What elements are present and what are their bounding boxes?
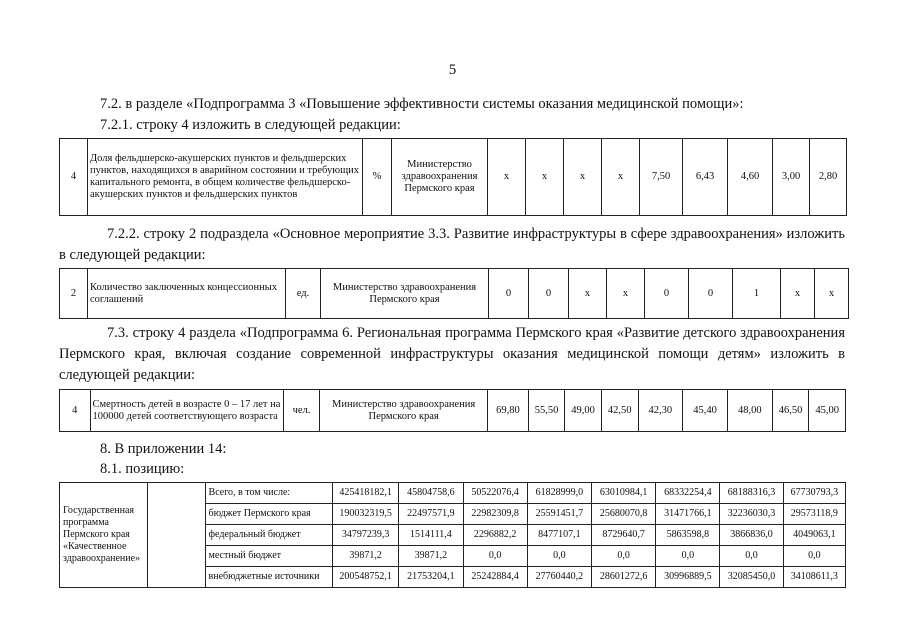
value-cell: 49,00 — [565, 390, 602, 432]
value-cell: 0,0 — [463, 546, 527, 567]
value-cell: 4,60 — [728, 139, 773, 216]
table-indicator-child-mortality — [59, 389, 846, 432]
executor: Министерство здравоохранения Пермского края — [320, 390, 488, 432]
value-cell: x — [602, 139, 640, 216]
program-name: Государственная программа Пермского края «Качественное здравоохранение» — [60, 483, 148, 588]
value-cell: 48,00 — [727, 390, 772, 432]
value-cell: 2,80 — [810, 139, 847, 216]
indicator-name: Доля фельдшерско-акушерских пунктов и фельдшерских пунктов, находящихся в аварийном состоянии и требующих капитального ремонта, в общем количестве фельдшерско-акушерских пунктов и фельдшерских пунктов — [88, 139, 363, 216]
row-label: Всего, в том числе: — [205, 483, 332, 504]
value-cell: 34108611,3 — [783, 567, 845, 588]
value-cell: 0,0 — [591, 546, 655, 567]
value-cell: x — [781, 269, 815, 319]
value-cell: 68188316,3 — [720, 483, 783, 504]
value-cell: 0,0 — [527, 546, 591, 567]
paragraph-8: 8. В приложении 14: — [100, 441, 227, 457]
value-cell: 42,30 — [638, 390, 683, 432]
value-cell: 7,50 — [640, 139, 683, 216]
value-cell: 68332254,4 — [656, 483, 720, 504]
value-cell: 8729640,7 — [591, 525, 655, 546]
value-cell: 25680070,8 — [591, 504, 655, 525]
value-cell: 55,50 — [528, 390, 565, 432]
value-cell: 31471766,1 — [656, 504, 720, 525]
row-label: внебюджетные источники — [205, 567, 332, 588]
value-cell: x — [815, 269, 849, 319]
paragraph-7-2: 7.2. в разделе «Подпрограмма 3 «Повышение эффективности системы оказания медицинской помощи»: — [100, 96, 744, 112]
table-financing — [59, 482, 846, 588]
executor: Министерство здравоохранения Пермского края — [392, 139, 488, 216]
value-cell: 32236030,3 — [720, 504, 783, 525]
row-number: 2 — [60, 269, 88, 319]
value-cell: x — [564, 139, 602, 216]
value-cell: 3866836,0 — [720, 525, 783, 546]
value-cell: 34797239,3 — [333, 525, 399, 546]
value-cell: 63010984,1 — [591, 483, 655, 504]
value-cell: 1 — [733, 269, 781, 319]
value-cell: 2296882,2 — [463, 525, 527, 546]
row-label: местный бюджет — [205, 546, 332, 567]
value-cell: 25242884,4 — [463, 567, 527, 588]
value-cell: 46,50 — [772, 390, 809, 432]
value-cell: 39871,2 — [333, 546, 399, 567]
value-cell: 50522076,4 — [463, 483, 527, 504]
row-number: 4 — [60, 139, 88, 216]
value-cell: 8477107,1 — [527, 525, 591, 546]
value-cell: x — [526, 139, 564, 216]
value-cell: 0 — [689, 269, 733, 319]
empty-cell — [148, 483, 205, 588]
value-cell: 0,0 — [720, 546, 783, 567]
page-number: 5 — [448, 62, 457, 78]
table-indicator-fap — [59, 138, 847, 216]
paragraph-7-2-2: 7.2.2. строку 2 подраздела «Основное мероприятие 3.3. Развитие инфраструктуры в сфере здравоохранения» изложить в следующей редакции: — [59, 226, 845, 263]
value-cell: x — [488, 139, 526, 216]
table-indicator-concessions — [59, 268, 849, 319]
unit: чел. — [283, 390, 320, 432]
indicator-name: Смертность детей в возрасте 0 – 17 лет на 100000 детей соответствующего возраста — [90, 390, 283, 432]
value-cell: 30996889,5 — [656, 567, 720, 588]
value-cell: 22497571,9 — [399, 504, 463, 525]
value-cell: 39871,2 — [399, 546, 463, 567]
value-cell: 5863598,8 — [656, 525, 720, 546]
row-number: 4 — [60, 390, 91, 432]
value-cell: 42,50 — [601, 390, 638, 432]
value-cell: 69,80 — [488, 390, 529, 432]
executor: Министерство здравоохранения Пермского края — [321, 269, 489, 319]
value-cell: 32085450,0 — [720, 567, 783, 588]
value-cell: 0 — [645, 269, 689, 319]
value-cell: 0,0 — [656, 546, 720, 567]
value-cell: 0,0 — [783, 546, 845, 567]
value-cell: x — [607, 269, 645, 319]
row-label: федеральный бюджет — [205, 525, 332, 546]
value-cell: 61828999,0 — [527, 483, 591, 504]
indicator-name: Количество заключенных концессионных соглашений — [88, 269, 286, 319]
value-cell: 28601272,6 — [591, 567, 655, 588]
value-cell: 200548752,1 — [333, 567, 399, 588]
value-cell: 45804758,6 — [399, 483, 463, 504]
paragraph-7-2-1: 7.2.1. строку 4 изложить в следующей редакции: — [100, 117, 401, 133]
value-cell: 29573118,9 — [783, 504, 845, 525]
value-cell: 45,40 — [683, 390, 728, 432]
unit: ед. — [286, 269, 321, 319]
value-cell: x — [569, 269, 607, 319]
value-cell: 6,43 — [683, 139, 728, 216]
value-cell: 0 — [529, 269, 569, 319]
unit: % — [363, 139, 392, 216]
value-cell: 425418182,1 — [333, 483, 399, 504]
value-cell: 45,00 — [809, 390, 846, 432]
value-cell: 22982309,8 — [463, 504, 527, 525]
value-cell: 190032319,5 — [333, 504, 399, 525]
row-label: бюджет Пермского края — [205, 504, 332, 525]
paragraph-7-3: 7.3. строку 4 раздела «Подпрограмма 6. Региональная программа Пермского края «Развитие детского здравоохранения Пермского края, включая создание современной инфраструктуры оказания медицинской помощи детям» изложить в следующей редакции: — [59, 325, 845, 383]
value-cell: 25591451,7 — [527, 504, 591, 525]
value-cell: 27760440,2 — [527, 567, 591, 588]
value-cell: 3,00 — [773, 139, 810, 216]
value-cell: 0 — [489, 269, 529, 319]
value-cell: 67730793,3 — [783, 483, 845, 504]
paragraph-8-1: 8.1. позицию: — [100, 461, 185, 477]
value-cell: 1514111,4 — [399, 525, 463, 546]
value-cell: 21753204,1 — [399, 567, 463, 588]
value-cell: 4049063,1 — [783, 525, 845, 546]
